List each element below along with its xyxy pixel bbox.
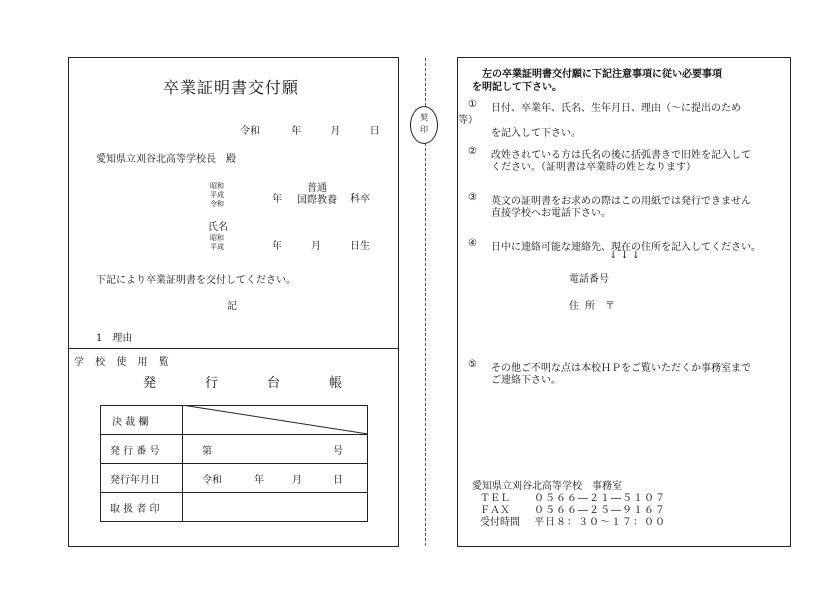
school-use-divider — [68, 348, 399, 349]
era-reiwa: 令和 — [210, 200, 224, 208]
approval-diagonal — [182, 405, 368, 434]
seal-char-2: 印 — [420, 125, 428, 134]
phone-label[interactable]: 電話番号 — [569, 274, 609, 285]
course-suffix: 科卒 — [350, 194, 370, 205]
addressee: 愛知県立刈谷北高等学校長 殿 — [96, 154, 236, 165]
note-2-number: ② — [468, 146, 477, 157]
birth-day-label: 日生 — [350, 241, 370, 252]
ledger-row-divider-2 — [100, 463, 368, 464]
era-stack-birth — [210, 234, 224, 252]
hours-label: 受付時間 — [480, 517, 520, 528]
course-general: 普通 — [307, 183, 327, 194]
ledger-title: 発 行 台 帳 — [143, 376, 361, 391]
birth-era-heisei: 平成 — [210, 243, 224, 251]
note-2-line-2: ください。（証明書は卒業時の姓となります） — [491, 162, 696, 173]
name-label: 氏名 — [208, 222, 228, 233]
tally-seal — [410, 106, 438, 144]
note-2-line-1: 改姓されている方は氏名の後に括弧書きで旧姓を記入して — [491, 150, 751, 161]
note-1-number: ① — [468, 99, 477, 110]
issue-number-suffix: 号 — [333, 446, 343, 457]
fax-label: ＦＡＸ — [480, 505, 510, 516]
note-4-line-1: 日中に連絡可能な連絡先、現在の住所を記入してください。 — [491, 242, 761, 253]
notes-header-line-1: 左の卒業証明書交付願に下記注意事項に従い必要事項 — [482, 69, 722, 80]
issue-number-prefix: 第 — [202, 446, 212, 457]
note-3-line-1: 英文の証明書をお求めの際はこの用紙では発行できません — [491, 196, 751, 207]
graduation-year-label: 年 — [272, 194, 282, 205]
note-5-line-2: ご連絡下さい。 — [491, 375, 561, 386]
note-3-line-2: 直接学校へお電話下さい。 — [491, 208, 611, 219]
note-1-line-1: 日付、卒業年、氏名、生年月日、理由（〜に提出のため — [491, 103, 741, 114]
hours-value: 平日８：３０〜１７：００ — [534, 517, 666, 528]
office-name: 愛知県立刈谷北高等学校 事務室 — [472, 481, 622, 492]
note-3-number: ③ — [468, 192, 477, 203]
ledger-row-number-label: 発 行 番 号 — [110, 446, 160, 457]
seal-char-1: 契 — [420, 113, 428, 122]
note-4-number: ④ — [468, 238, 477, 249]
note-1-line-3: を記入して下さい。 — [491, 128, 581, 139]
note-1-line-2: 等） — [458, 115, 478, 126]
birth-era-showa: 昭和 — [210, 234, 224, 242]
reason-label[interactable]: 1 理由 — [96, 333, 133, 344]
era-showa: 昭和 — [210, 182, 224, 190]
notes-header-line-2: を明記して下さい。 — [472, 82, 562, 93]
tel-number: ０５６６―２１―５１０７ — [534, 493, 666, 504]
date-line[interactable] — [240, 122, 380, 137]
form-title: 卒業証明書交付願 — [163, 78, 300, 97]
ledger-row-divider-3 — [100, 492, 368, 493]
era-heisei: 平成 — [210, 191, 224, 199]
birth-month-label: 月 — [311, 241, 321, 252]
course-international: 国際教養 — [297, 195, 337, 206]
tel-label: ＴＥＬ — [480, 493, 510, 504]
issue-date-month: 月 — [292, 475, 302, 486]
date-era: 令和 — [240, 126, 260, 137]
arrows-down: ↓↓↓ — [609, 250, 644, 261]
note-5-line-1: その他ご不明な点は本校ＨＰをご覧いただくか事務室まで — [491, 363, 751, 374]
birth-year-label: 年 — [272, 241, 282, 252]
issue-date-year: 年 — [254, 475, 264, 486]
address-label[interactable]: 住所 — [569, 301, 601, 312]
ledger-row-date-label: 発行年月日 — [110, 475, 160, 486]
fax-number: ０５６６―２５―９１６７ — [534, 505, 666, 516]
school-use-label: 学 校 使 用 覧 — [74, 357, 173, 368]
ledger-row-divider-1 — [100, 434, 368, 435]
date-year-label: 年 — [291, 126, 302, 137]
era-stack-graduation — [210, 182, 224, 209]
ki-mark: 記 — [227, 301, 237, 312]
ledger-row-handler-label: 取 扱 者 印 — [110, 504, 160, 515]
note-5-number: ⑤ — [468, 359, 477, 370]
issue-date-day: 日 — [333, 475, 343, 486]
date-day-label: 日 — [369, 126, 380, 137]
course-stack — [297, 183, 337, 207]
date-month-label: 月 — [330, 126, 341, 137]
postal-mark: 〒 — [605, 301, 615, 312]
issue-date-era: 令和 — [202, 475, 222, 486]
ledger-row-approval-label: 決 裁 欄 — [112, 417, 149, 428]
request-text: 下記により卒業証明書を交付してください。 — [96, 275, 296, 286]
